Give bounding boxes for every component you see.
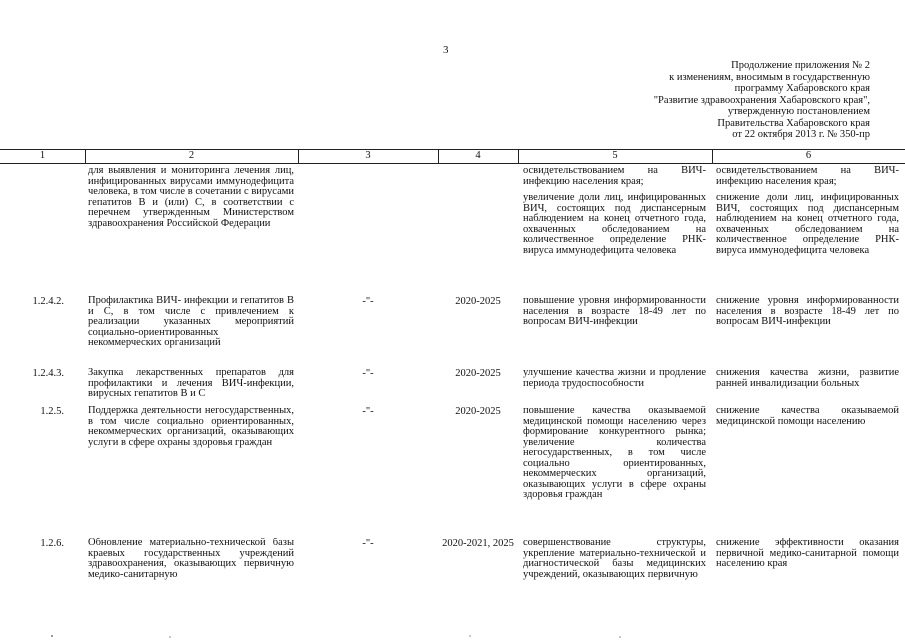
scan-speck — [169, 636, 171, 638]
consequence: снижение эффективности оказания первичной медико-санитарной помощи населению края — [716, 538, 899, 569]
continued-consequence-a: освидетельствованием на ВИЧ-инфекцию населения края; — [716, 166, 899, 187]
row-number: 1.2.6. — [40, 538, 64, 549]
consequence: снижение уровня информированности населения в возрасте 18-49 лет по вопросам ВИЧ-инфекции — [716, 296, 899, 327]
appendix-line: Правительства Хабаровского края — [717, 117, 870, 129]
column-header-6: 6 — [805, 150, 812, 161]
table-header-bottom-rule — [0, 163, 905, 164]
column-header-2: 2 — [188, 150, 195, 161]
scan-speck — [619, 636, 621, 638]
page-number: 3 — [443, 44, 449, 56]
executor: -"- — [362, 538, 374, 549]
row-number: 1.2.4.2. — [32, 296, 64, 307]
period: 2020-2025 — [455, 406, 501, 417]
executor: -"- — [362, 368, 374, 379]
column-header-5: 5 — [612, 150, 618, 161]
consequence: снижение качества оказываемой медицинской помощи населению — [716, 406, 899, 427]
expected-result: повышение качества оказываемой медицинской помощи населению через формирование конкурентного рынка; увеличение количества негосударственных, в том числе социально ориентированных, некоммерческих организаций, оказывающих услуги в сфере охраны здоровья граждан — [523, 406, 706, 500]
scan-speck — [469, 635, 471, 637]
expected-result: повышение уровня информированности населения в возрасте 18-49 лет по вопросам ВИЧ-инфекции — [523, 296, 706, 327]
scan-speck — [51, 635, 53, 637]
appendix-line: утвержденную постановлением — [727, 106, 870, 117]
row-number: 1.2.5. — [40, 406, 64, 417]
period: 2020-2021, 2025 — [442, 538, 514, 549]
appendix-line: Продолжение приложения № 2 — [731, 60, 870, 71]
measure-name: Профилактика ВИЧ- инфекции и гепатитов В и С, в том числе с привлечением к реализации указанных мероприятий социально-ориентированных некоммерческих организаций — [88, 296, 294, 348]
period: 2020-2025 — [455, 368, 501, 379]
appendix-line: "Развитие здравоохранения Хабаровского края", — [653, 94, 870, 106]
column-header-3: 3 — [365, 150, 371, 161]
measure-name: Поддержка деятельности негосударственных, в том числе социально ориентированных, некоммерческих организаций, оказывающих услуги в сфере охраны здоровья граждан — [88, 406, 294, 448]
continued-measure-name: для выявления и мониторинга лечения лиц, инфицированных вирусами иммунодефицита человека, в том числе в сочетании с вирусами гепатитов В и (или) С, в соответствии с перечнем утвержденным Министерством здравоохранения Российской Федерации — [88, 166, 294, 229]
period: 2020-2025 — [455, 296, 501, 307]
column-header-4: 4 — [475, 150, 481, 161]
executor: -"- — [362, 296, 374, 307]
expected-result: улучшение качества жизни и продление периода трудоспособности — [523, 368, 706, 389]
continued-result-a: освидетельствованием на ВИЧ-инфекцию населения края; — [523, 166, 706, 187]
column-header-1: 1 — [39, 150, 46, 161]
row-number: 1.2.4.3. — [32, 368, 64, 379]
appendix-line: программу Хабаровского края — [734, 83, 870, 94]
continued-result-b: увеличение доли лиц, инфицированных ВИЧ, состоящих под диспансерным наблюдением на конец отчетного года, охваченных обследованием на количественное определение РНК-вируса иммунодефицита человека — [523, 193, 706, 256]
expected-result: совершенствование структуры, укрепление материально-технической и диагностической базы медицинских учреждений, оказывающих первичную — [523, 538, 706, 580]
appendix-line: от 22 октября 2013 г. № 350-пр — [732, 129, 870, 140]
continued-consequence-b: снижение доли лиц, инфицированных ВИЧ, состоящих под диспансерным наблюдением на конец отчетного года, охваченных обследованием на количественное определение РНК-вируса иммунодефицита человека — [716, 193, 899, 256]
scan-artifact-dots — [0, 632, 905, 640]
measure-name: Закупка лекарственных препаратов для профилактики и лечения ВИЧ-инфекции, вирусных гепатитов В и С — [88, 368, 294, 399]
appendix-line: к изменениям, вносимым в государственную — [669, 71, 870, 83]
measure-name: Обновление материально-технической базы краевых государственных учреждений здравоохранения, оказывающих первичную медико-санитарную — [88, 538, 294, 580]
appendix-header — [540, 60, 870, 141]
consequence: снижения качества жизни, развитие ранней инвалидизации больных — [716, 368, 899, 389]
executor: -"- — [362, 406, 374, 417]
